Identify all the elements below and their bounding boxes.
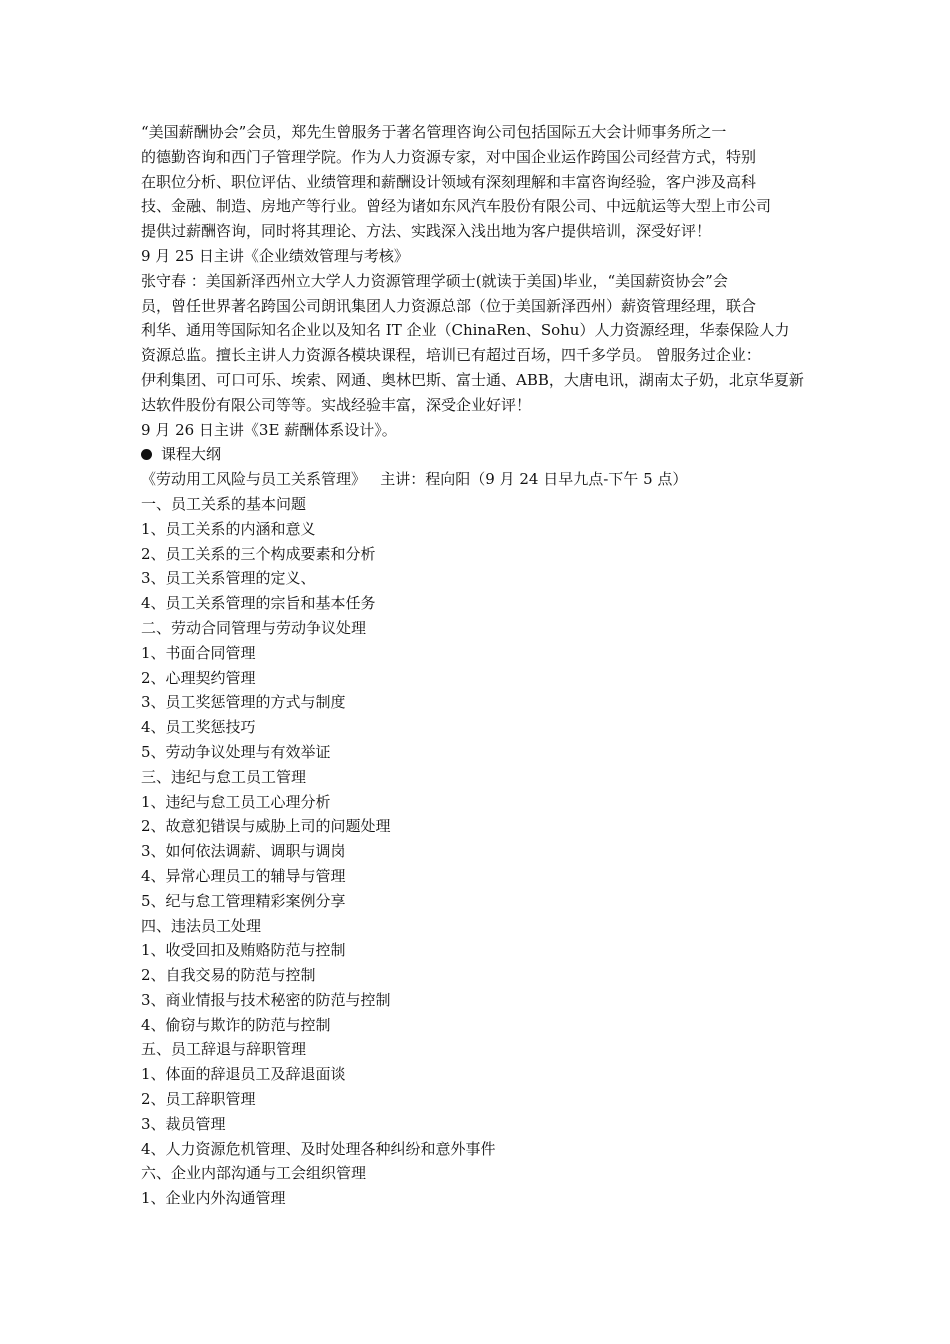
outline-item: 3、员工奖惩管理的方式与制度 [141, 693, 346, 712]
text-line: 利华、通用等国际知名企业以及知名 IT 企业（ChinaRen、Sohu）人力资源经理，华泰保险人力 [141, 321, 790, 340]
text-line: 伊利集团、可口可乐、埃索、网通、奥林巴斯、富士通、ABB，大唐电讯，湖南太子奶，北京华夏新 [141, 370, 804, 389]
text-line: 员，曾任世界著名跨国公司朗讯集团人力资源总部（位于美国新泽西州）薪资管理经理，联合 [141, 296, 757, 315]
outline-item: 3、如何依法调薪、调职与调岗 [141, 842, 346, 861]
outline-item: 六、企业内部沟通与工会组织管理 [141, 1164, 367, 1183]
outline-item: 4、人力资源危机管理、及时处理各种纠纷和意外事件 [141, 1139, 496, 1158]
bullet-icon [141, 449, 152, 460]
outline-item: 5、劳动争议处理与有效举证 [141, 742, 331, 761]
outline-item: 2、员工关系的三个构成要素和分析 [141, 544, 376, 563]
outline-item: 2、心理契约管理 [141, 668, 256, 687]
outline-heading [141, 442, 814, 467]
intro-paragraph [141, 120, 814, 244]
text-line: 资源总监。擅长主讲人力资源各模块课程，培训已有超过百场，四千多学员。 曾服务过企业： [141, 346, 761, 365]
outline-item: 1、违纪与怠工员工心理分析 [141, 792, 331, 811]
course-title-line: 《劳动用工风险与员工关系管理》 主讲：程向阳（9 月 24 日早九点-下午 5 点） [141, 470, 688, 489]
outline-item: 三、违纪与怠工员工管理 [141, 767, 307, 786]
bio-paragraph [141, 269, 814, 418]
outline-item: 2、自我交易的防范与控制 [141, 966, 316, 985]
text-line: 提供过薪酬咨询，同时将其理论、方法、实践深入浅出地为客户提供培训，深受好评！ [141, 222, 712, 241]
outline-item: 5、纪与怠工管理精彩案例分享 [141, 891, 346, 910]
outline-item: 4、异常心理员工的辅导与管理 [141, 866, 346, 885]
text-line: 技、金融、制造、房地产等行业。曾经为诸如东风汽车股份有限公司、中远航运等大型上市公司 [141, 197, 772, 216]
outline-heading-text: 课程大纲 [161, 445, 222, 464]
text-line: 达软件股份有限公司等等。实战经验丰富，深受企业好评！ [141, 395, 532, 414]
outline-item: 4、偷窃与欺诈的防范与控制 [141, 1015, 331, 1034]
outline-item: 1、书面合同管理 [141, 643, 256, 662]
document-body [141, 120, 814, 1211]
outline-item: 1、收受回扣及贿赂防范与控制 [141, 941, 346, 960]
outline-item: 2、故意犯错误与威胁上司的问题处理 [141, 817, 391, 836]
outline-item: 4、员工关系管理的宗旨和基本任务 [141, 594, 376, 613]
outline-item: 3、裁员管理 [141, 1114, 226, 1133]
outline-item: 一、员工关系的基本问题 [141, 494, 307, 513]
text-line: 张守春 ：美国新泽西州立大学人力资源管理学硕士(就读于美国)毕业，“美国薪资协会”会 [141, 271, 728, 290]
outline-item: 3、员工关系管理的定义、 [141, 569, 316, 588]
text-line: 在职位分析、职位评估、业绩管理和薪酬设计领域有深刻理解和丰富咨询经验，客户涉及高科 [141, 172, 757, 191]
outline-item: 1、体面的辞退员工及辞退面谈 [141, 1065, 346, 1084]
outline-item: 四、违法员工处理 [141, 916, 262, 935]
course-outline-list [141, 492, 814, 1211]
lecture-schedule-line: 9 月 25 日主讲《企业绩效管理与考核》 [141, 246, 409, 265]
lecture-schedule-line: 9 月 26 日主讲《3E 薪酬体系设计》。 [141, 420, 397, 439]
outline-item: 五、员工辞退与辞职管理 [141, 1040, 307, 1059]
outline-item: 4、员工奖惩技巧 [141, 718, 256, 737]
text-line: “美国薪酬协会”会员，郑先生曾服务于著名管理咨询公司包括国际五大会计师事务所之一 [141, 123, 727, 141]
outline-item: 1、员工关系的内涵和意义 [141, 519, 316, 538]
outline-item: 1、企业内外沟通管理 [141, 1189, 286, 1208]
text-line: 的德勤咨询和西门子管理学院。作为人力资源专家，对中国企业运作跨国公司经营方式，特别 [141, 147, 757, 166]
outline-item: 3、商业情报与技术秘密的防范与控制 [141, 990, 391, 1009]
outline-item: 二、劳动合同管理与劳动争议处理 [141, 618, 367, 637]
outline-item: 2、员工辞职管理 [141, 1090, 256, 1109]
